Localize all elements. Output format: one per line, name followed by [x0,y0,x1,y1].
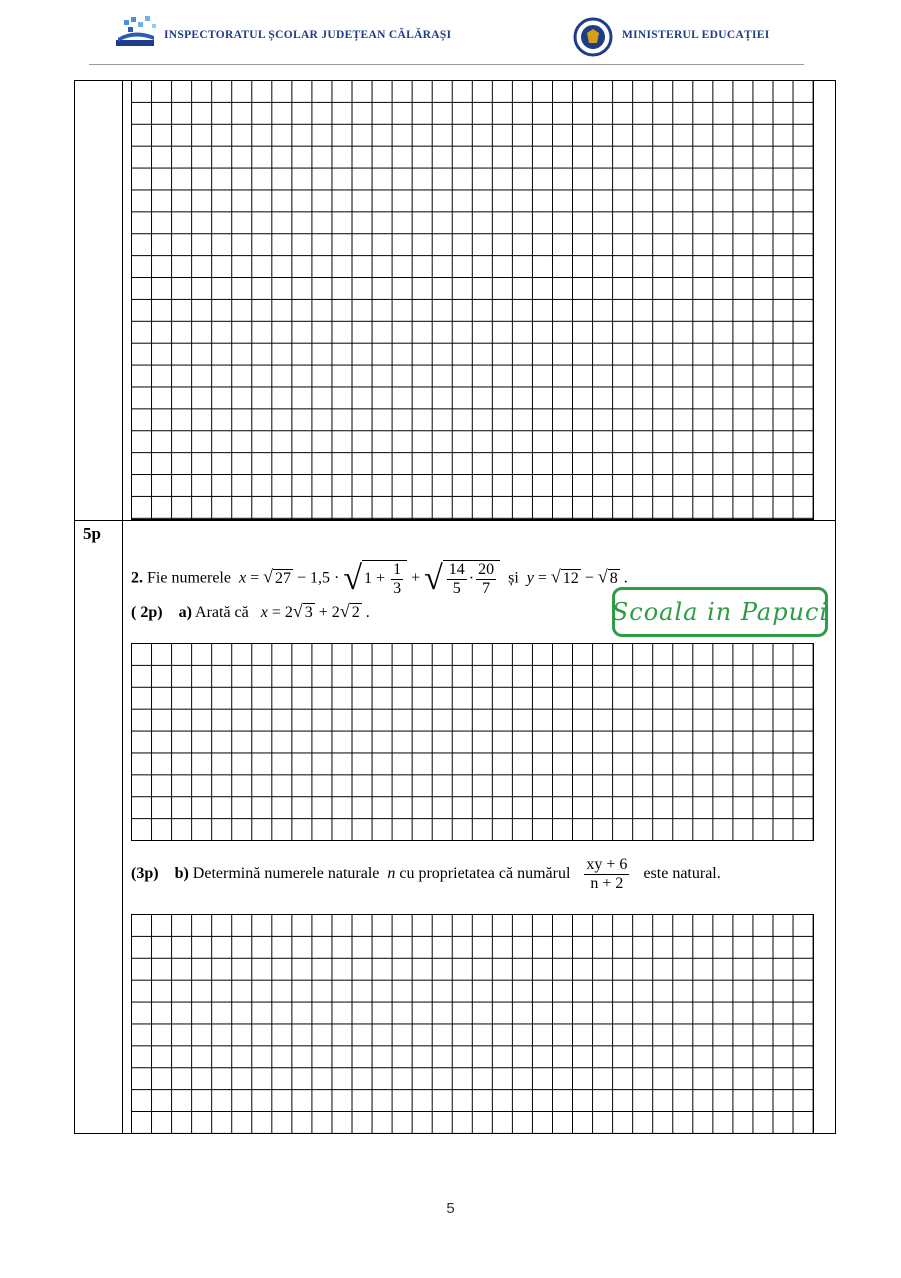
part-b-fraction [584,856,629,893]
inspectorate-name: INSPECTORATUL ȘCOLAR JUDEȚEAN CĂLĂRAȘI [164,29,452,41]
answer-grid-b[interactable] [131,914,814,1134]
inspectorate-logo [114,14,162,56]
part-a: ( 2p) a) Arată că x = 2√ 3 + 2√ 2 . [131,601,370,621]
problem-statement: 2. Fie numerele x = √ 27 − 1,5 · √ 1 + $\frac{1}{3}$ + √ $\frac{14}{5}$ · $\frac{20}{7}$ și y = √ 12 − √ 8 . [131,560,628,597]
part-a-text: Arată că [195,604,249,621]
problem-number: 2. [131,569,143,587]
part-b-var: n [387,865,396,883]
conjunction: și [508,569,519,587]
part-b-text2: cu proprietatea că numărul [399,865,571,883]
part-b-letter: b) [174,865,189,883]
points-label: 5p [83,524,101,543]
row-divider [74,520,836,521]
part-b [131,856,721,893]
part-a-points: ( 2p) [131,604,163,621]
part-a-letter: a) [178,604,192,621]
header-divider [89,64,804,65]
page-number: 5 [446,1200,455,1217]
problem-lead: Fie numerele [147,569,231,587]
answer-grid-top[interactable] [131,80,814,520]
part-b-text: Determină numerele naturale [192,865,380,883]
part-b-end: este natural. [643,865,721,883]
ministry-name: MINISTERUL EDUCAȚIEI [622,29,770,41]
fraction-numerator: xy + 6 [586,856,628,873]
fraction-denominator: n + 2 [590,875,624,892]
page-header [0,0,901,70]
part-b-points: (3p) [131,865,159,883]
answer-grid-a[interactable] [131,643,814,841]
watermark-stamp: Scoala in Papuci [612,587,828,637]
ministry-seal [573,17,617,57]
points-column-divider [122,80,123,1134]
